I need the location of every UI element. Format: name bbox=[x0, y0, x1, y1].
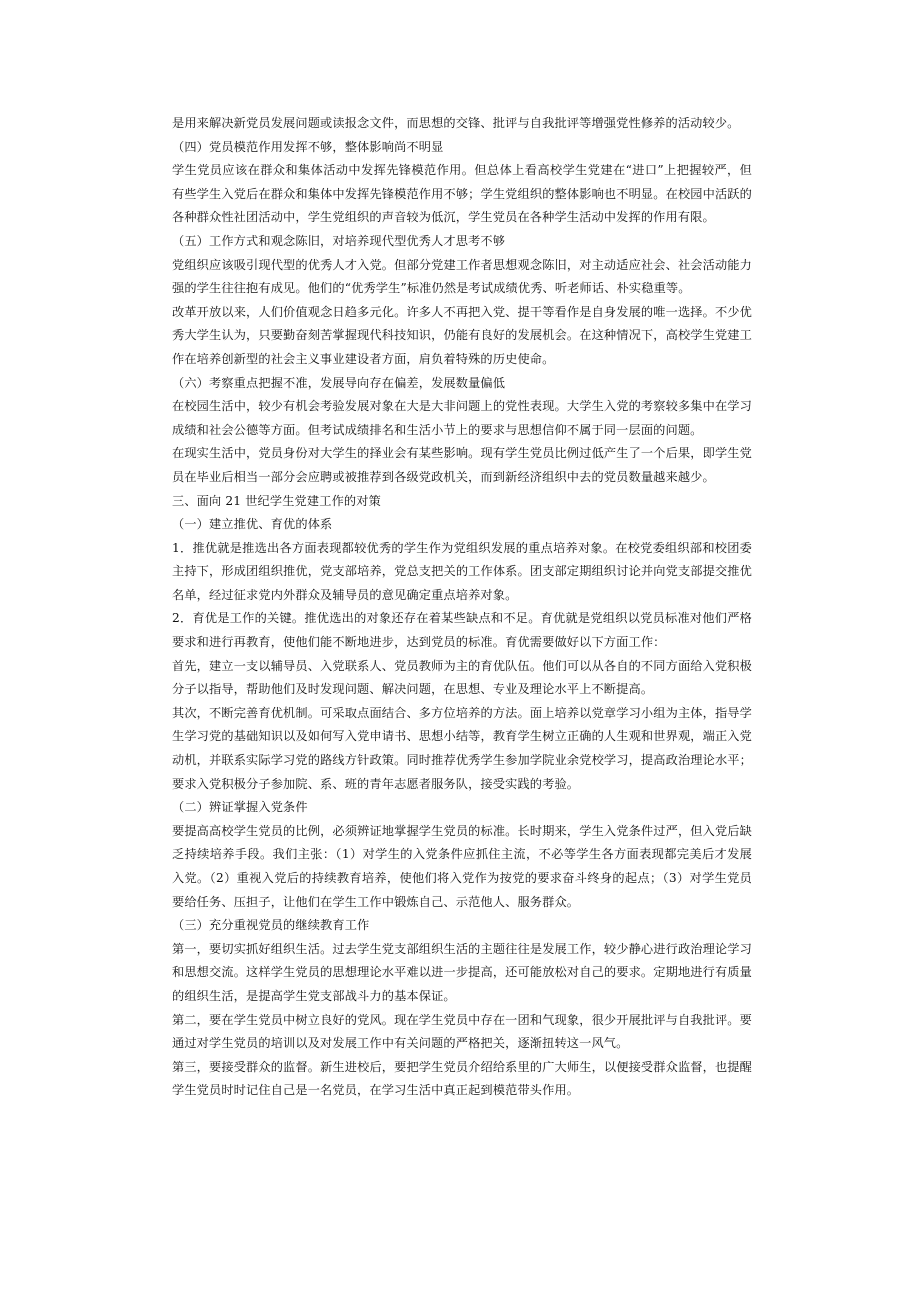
heading-3-2: （二）辨证掌握入党条件 bbox=[172, 800, 308, 815]
paragraph-tuiyou: 1．推优就是推选出各方面表现都较优秀的学生作为党组织发展的重点培养对象。在校党委组织部和校团委主持下，形成团组织推优，党支部培养，党总支把关的工作体系。团支部定期组织讨论并向党支部提交推优名单，经过征求党内外群众及辅导员的意见确定重点培养对象。 bbox=[172, 540, 752, 602]
paragraph-one: 第一，要切实抓好组织生活。过去学生党支部组织生活的主题往往是发展工作，较少静心进行政治理论学习和思想交流。这样学生党员的思想理论水平难以进一步提高，还可能放松对自己的要求。定期地进行有质量的组织生活，是提高学生党支部战斗力的基本保证。 bbox=[172, 941, 752, 1003]
document-body bbox=[172, 112, 752, 1103]
paragraph-campus: 在校园生活中，较少有机会考验发展对象在大是大非问题上的党性表现。大学生入党的考察较多集中在学习成绩和社会公德等方面。但考试成绩排名和生活小节上的要求与思想信仰不属于同一层面的问题。 bbox=[172, 399, 752, 437]
paragraph-continued: 是用来解决新党员发展问题或读报念文件，而思想的交锋、批评与自我批评等增强党性修养的活动较少。 bbox=[172, 116, 740, 130]
paragraph-reality: 在现实生活中，党员身份对大学生的择业会有某些影响。现有学生党员比例过低产生了一个后果，即学生党员在毕业后相当一部分会应聘或被推荐到各级党政机关，而到新经济组织中去的党员数量越来越少。 bbox=[172, 446, 752, 484]
paragraph-first: 首先，建立一支以辅导员、入党联系人、党员教师为主的育优队伍。他们可以从各自的不同方面给入党积极分子以指导，帮助他们及时发现问题、解决问题，在思想、专业及理论水平上不断提高。 bbox=[172, 658, 752, 697]
paragraph-conditions: 要提高高校学生党员的比例，必须辨证地掌握学生党员的标准。长时期来，学生入党条件过严，但入党后缺乏持续培养手段。我们主张：（1）对学生的入党条件应抓住主流，不必等学生各方面表现都完美后才发展入党。（2）重视入党后的持续教育培养，使他们将入党作为按党的要求奋斗终身的起点；（3）对学生党员要给任务、压担子，让他们在学生工作中锻炼自己、示范他人、服务群众。 bbox=[172, 823, 752, 909]
paragraph-model-role: 学生党员应该在群众和集体活动中发挥先锋模范作用。但总体上看高校学生党建在“进口”上把握较严，但有些学生入党后在群众和集体中发挥先锋模范作用不够；学生党组织的整体影响也不明显。在校园中活跃的各种群众性社团活动中，学生党组织的声音较为低沉，学生党员在各种学生活动中发挥的作用有限。 bbox=[172, 163, 752, 225]
heading-5: （五）工作方式和观念陈旧，对培养现代型优秀人才思考不够 bbox=[172, 233, 506, 248]
paragraph-two: 第二，要在学生党员中树立良好的党风。现在学生党员中存在一团和气现象，很少开展批评与自我批评。要通过对学生党员的培训以及对发展工作中有关问题的严格把关，逐渐扭转这一风气。 bbox=[172, 1012, 752, 1051]
heading-section-3: 三、面向 21 世纪学生党建工作的对策 bbox=[172, 493, 381, 508]
heading-3-3: （三）充分重视党员的继续教育工作 bbox=[172, 918, 370, 933]
heading-6: （六）考察重点把握不准，发展导向存在偏差，发展数量偏低 bbox=[172, 375, 506, 390]
heading-4: （四）党员模范作用发挥不够，整体影响尚不明显 bbox=[172, 139, 444, 154]
paragraph-work-style: 党组织应该吸引现代型的优秀人才入党。但部分党建工作者思想观念陈旧，对主动适应社会、社会活动能力强的学生往往抱有成见。他们的“优秀学生”标准仍然是考试成绩优秀、听老师话、朴实稳重等。 bbox=[172, 257, 752, 296]
paragraph-yuyou: 2．育优是工作的关键。推优选出的对象还存在着某些缺点和不足。育优就是党组织以党员标准对他们严格要求和进行再教育，使他们能不断地进步，达到党员的标准。育优需要做好以下方面工作： bbox=[172, 611, 752, 650]
paragraph-second: 其次，不断完善育优机制。可采取点面结合、多方位培养的方法。面上培养以党章学习小组为主体，指导学生学习党的基础知识以及如何写入党申请书、思想小结等，教育学生树立正确的人生观和世界观，端正入党动机，并联系实际学习党的路线方针政策。同时推荐优秀学生参加学院业余党校学习，提高政治理论水平；要求入党积极分子参加院、系、班的青年志愿者服务队，接受实践的考验。 bbox=[172, 705, 752, 791]
paragraph-three: 第三，要接受群众的监督。新生进校后，要把学生党员介绍给系里的广大师生，以便接受群众监督，也提醒学生党员时时记住自己是一名党员，在学习生活中真正起到模范带头作用。 bbox=[172, 1059, 752, 1098]
paragraph-reform: 改革开放以来，人们价值观念日趋多元化。许多人不再把入党、提干等看作是自身发展的唯一选择。不少优秀大学生认为，只要勤奋刻苦掌握现代科技知识，仍能有良好的发展机会。在这种情况下，高校学生党建工作在培养创新型的社会主义事业建设者方面，肩负着特殊的历史使命。 bbox=[172, 304, 752, 366]
heading-3-1: （一）建立推优、育优的体系 bbox=[172, 517, 333, 532]
